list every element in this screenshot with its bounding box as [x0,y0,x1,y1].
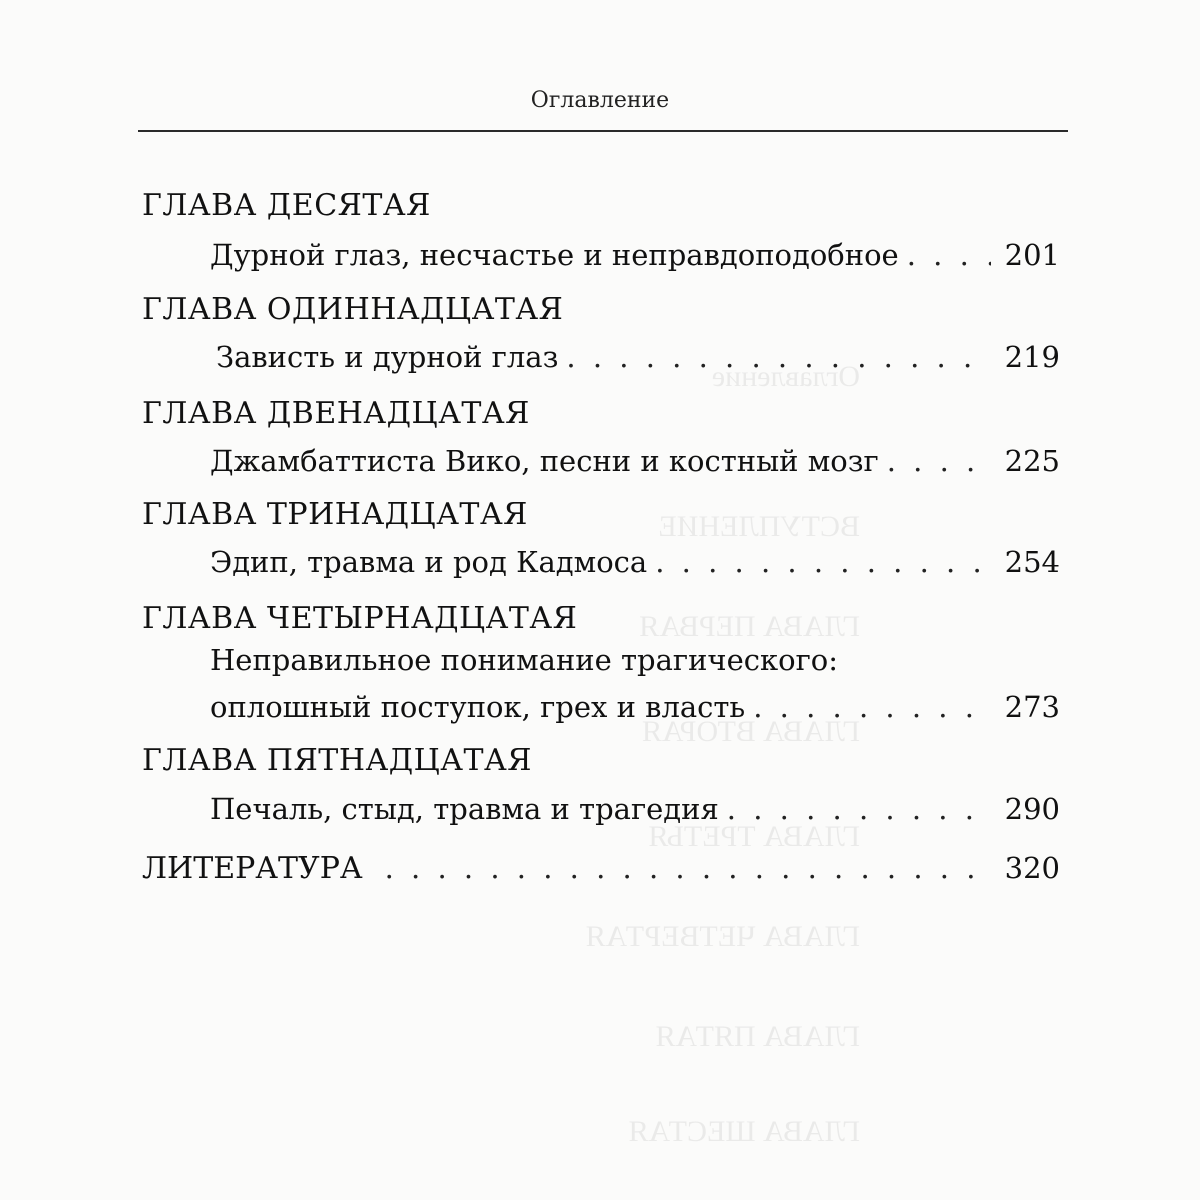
toc-entry[interactable] [210,444,1060,478]
chapter-heading: ГЛАВА ТРИНАДЦАТАЯ [142,497,528,532]
entry-title: Зависть и дурной глаз [216,340,559,374]
toc-entry[interactable] [210,690,1060,724]
reverse-page-bleed: Оглавление ВСТУПЛЕНИЕ ГЛАВА ПЕРВАЯ ГЛАВА ВТОРАЯ ГЛАВА ТРЕТЬЯ ГЛАВА ЧЕТВЕРТАЯ ГЛАВА ПЯТАЯ ГЛАВА ШЕСТАЯ [585,360,860,1148]
dot-leader [887,444,991,478]
entry-title: оплошный поступок, грех и власть [210,690,746,724]
chapter-heading: ГЛАВА ДВЕНАДЦАТАЯ [142,396,530,431]
toc-entry[interactable] [210,238,1060,272]
dot-leader [907,238,991,272]
page-number: 254 [1004,545,1060,579]
page-number: 201 [1004,238,1060,272]
page-number: 320 [1004,851,1060,885]
page-number: 219 [1004,340,1060,374]
entry-title: Дурной глаз, несчастье и неправдоподобное [210,238,899,272]
dot-leader [566,340,990,374]
entry-title-line-1[interactable]: Неправильное понимание трагического: [210,643,839,677]
entry-title: Печаль, стыд, травма и трагедия [210,792,719,826]
entry-title: Эдип, травма и род Кадмоса [210,545,648,579]
page-number: 225 [1004,444,1060,478]
chapter-heading: ГЛАВА ОДИННАДЦАТАЯ [142,292,564,327]
header-rule [138,130,1068,132]
page-number: 290 [1004,792,1060,826]
toc-entry[interactable] [210,792,1060,826]
running-head: Оглавление [530,88,670,113]
toc-entry[interactable] [210,545,1060,579]
dot-leader [385,851,991,885]
literature-title: ЛИТЕРАТУРА [142,851,363,886]
toc-entry[interactable] [216,340,1060,374]
entry-title: Джамбаттиста Вико, песни и костный мозг [210,444,879,478]
dot-leader [655,545,990,579]
toc-entry-literature[interactable] [142,851,1060,886]
chapter-heading: ГЛАВА ПЯТНАДЦАТАЯ [142,743,532,778]
chapter-heading: ГЛАВА ДЕСЯТАЯ [142,188,431,223]
dot-leader [727,792,991,826]
chapter-heading: ГЛАВА ЧЕТЫРНАДЦАТАЯ [142,601,578,636]
page-number: 273 [1004,690,1060,724]
dot-leader [753,690,990,724]
